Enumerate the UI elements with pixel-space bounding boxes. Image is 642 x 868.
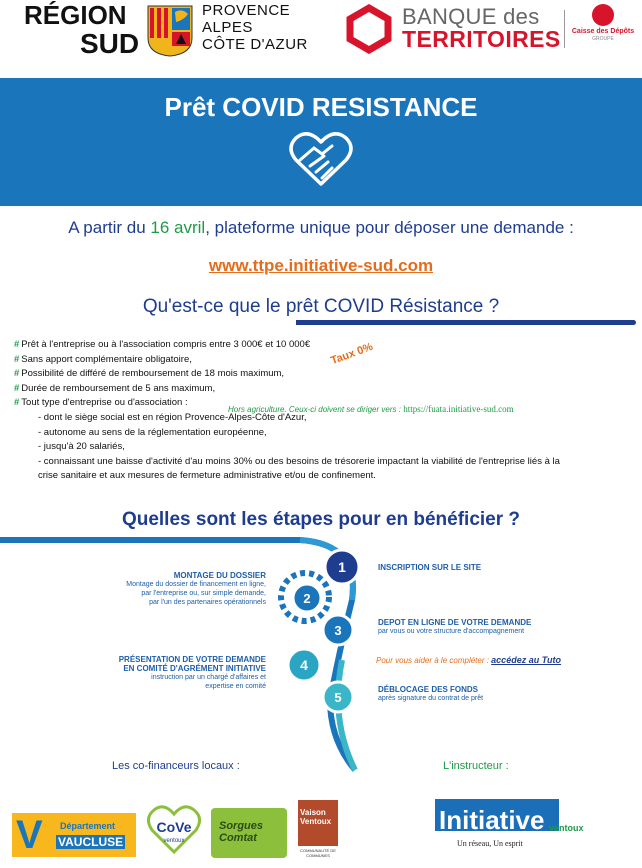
vaucluse-logo: V Département VAUCLUSE xyxy=(12,813,136,857)
region-coat-of-arms-icon xyxy=(146,4,194,58)
list-subitem: - dont le siège social est en région Provence-Alpes-Côte d'Azur, xyxy=(38,411,307,423)
agriculture-note: Hors agriculture. Ceux-ci doivent se diriger vers : https://fuata.initiative-sud.com xyxy=(228,404,514,414)
title-banner xyxy=(0,78,642,206)
region-sud-logo-line2: SUD xyxy=(80,28,140,59)
list-item: # Durée de remboursement de 5 ans maximum, xyxy=(14,382,216,394)
cofinanceurs-label: Les co-financeurs locaux : xyxy=(112,760,240,772)
step-3-text: DEPOT EN LIGNE DE VOTRE DEMANDE par vous ou votre structure d'accompagnement xyxy=(378,618,532,635)
step-2-text: MONTAGE DU DOSSIER Montage du dossier de financement en ligne, par l'entreprise ou, sur simple demande, par l'un des partenaires opérationnels xyxy=(126,571,266,606)
start-date: 16 avril xyxy=(150,218,206,237)
list-subitem: - connaissant une baisse d'activité d'au moins 30% ou des besoins de trésorerie impactant la viabilité de l'entreprise liés à la xyxy=(38,455,560,467)
platform-link[interactable]: www.ttpe.initiative-sud.com xyxy=(208,256,434,275)
rate-badge: Taux 0% xyxy=(329,340,375,368)
page-title: Prêt COVID RESISTANCE xyxy=(164,92,478,122)
section-heading-what: Qu'est-ce que le prêt COVID Résistance ? xyxy=(142,296,500,317)
instructeur-label: L'instructeur : xyxy=(443,760,509,772)
paca-wordmark: PROVENCE ALPES CÔTE D'AZUR xyxy=(202,2,308,53)
sorgues-comtat-logo: Sorgues Comtat xyxy=(211,808,287,858)
steps-path-graphic xyxy=(0,534,642,774)
heart-handshake-icon xyxy=(288,130,354,188)
svg-text:ventoux: ventoux xyxy=(163,838,185,844)
step-number: 3 xyxy=(334,623,342,638)
list-subitem: - jusqu'à 20 salariés, xyxy=(38,441,125,453)
section-heading-steps: Quelles sont les étapes pour en bénéficier ? xyxy=(121,509,521,530)
list-item: # Sans apport complémentaire obligatoire, xyxy=(14,353,192,365)
logo-divider xyxy=(564,10,565,48)
agriculture-link[interactable]: https://fuata.initiative-sud.com xyxy=(403,404,514,414)
heading-underline xyxy=(296,320,636,325)
cdc-emblem-icon xyxy=(592,4,614,26)
list-item: # Tout type d'entreprise ou d'association : xyxy=(14,397,188,409)
step-number: 4 xyxy=(300,657,308,673)
banque-territoires-line2: TERRITOIRES xyxy=(402,26,561,52)
list-item: # Possibilité de différé de remboursement de 18 mois maximum, xyxy=(14,368,285,380)
initiative-ventoux-logo: Initiative ventoux Un réseau, Un esprit xyxy=(425,795,635,865)
vaucluse-v-icon: V xyxy=(16,813,43,857)
tuto-link[interactable]: accédez au Tuto xyxy=(491,655,562,665)
step-1-text: INSCRIPTION SUR LE SITE xyxy=(378,563,482,572)
list-subitem: - autonome au sens de la réglementation européenne, xyxy=(38,426,267,438)
cove-logo xyxy=(146,800,202,856)
list-item: # Prêt à l'entreprise ou à l'association compris entre 3 000€ et 10 000€ xyxy=(14,339,311,350)
step-number: 2 xyxy=(303,591,311,606)
tuto-hint: Pour vous aider à le compléter : accédez au Tuto xyxy=(376,655,562,665)
vaison-ventoux-logo: Vaison Ventoux COMMUNAUTÉ DE COMMUNES xyxy=(298,800,338,860)
intro-sentence: A partir du 16 avril, plateforme unique pour déposer une demande : xyxy=(68,218,574,237)
list-subitem: crise sanitaire et aux mesures de fermeture administrative et/ou de confinement. xyxy=(38,470,376,482)
step-4-text: PRÉSENTATION DE VOTRE DEMANDE EN COMITÉ D'AGRÉMENT INITIATIVE instruction par un chargé d'affaires et expertise en comité xyxy=(118,655,266,690)
banque-territoires-line1: BANQUE des xyxy=(402,4,540,29)
caisse-depots-logo: Caisse des Dépôts GROUPE xyxy=(571,4,635,42)
region-sud-logo-line1: RÉGION xyxy=(24,0,127,30)
step-5-text: DÉBLOCAGE DES FONDS après signature du contrat de prêt xyxy=(378,685,484,702)
step-number: 1 xyxy=(338,559,346,575)
svg-text:CoVe: CoVe xyxy=(156,819,192,835)
banque-territoires-hexagon-icon xyxy=(346,4,392,54)
step-number: 5 xyxy=(334,690,342,705)
